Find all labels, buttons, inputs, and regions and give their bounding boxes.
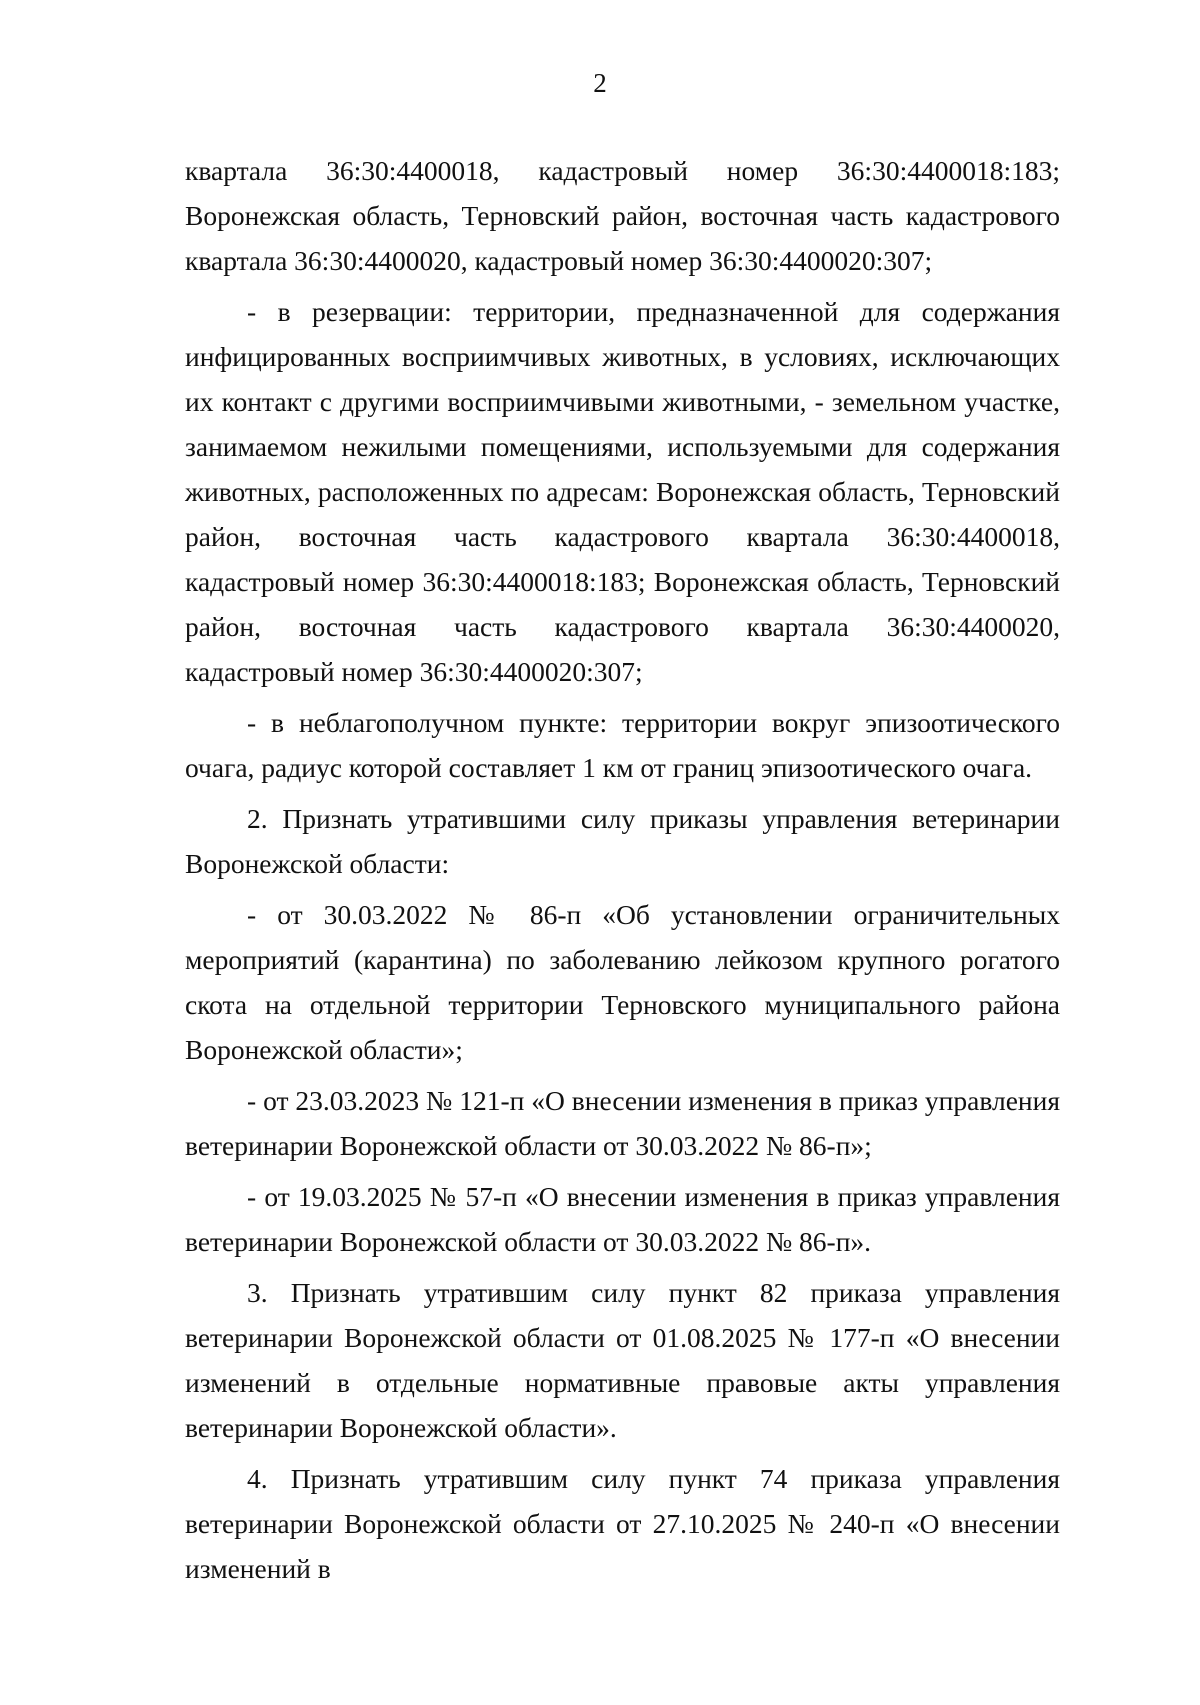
page-number: 2 — [593, 68, 607, 98]
paragraph-item-4: 4. Признать утратившим силу пункт 74 приказа управления ветеринарии Воронежской области от 27.10.2025 № 240-п «О внесении изменений в — [185, 1463, 1060, 1584]
paragraph-order-121: - от 23.03.2023 № 121-п «О внесении изменения в приказ управления ветеринарии Воронежской области от 30.03.2022 № 86-п»; — [185, 1085, 1060, 1161]
paragraph-order-57: - от 19.03.2025 № 57-п «О внесении изменения в приказ управления ветеринарии Воронежской области от 30.03.2022 № 86-п». — [185, 1181, 1060, 1257]
paragraph-reservation: - в резервации: территории, предназначенной для содержания инфицированных восприимчивых животных, в условиях, исключающих их контакт с другими восприимчивыми животными, - земельном участке, занимаемом нежилыми помещениями, используемыми для содержания животных, расположенных по адресам: Воронежская область, Терновский район, восточная часть кадастрового квартала 36:30:4400018, кадастровый номер 36:30:4400018:183; Воронежская область, Терновский район, восточная часть кадастрового квартала 36:30:4400020, кадастровый номер 36:30:4400020:307; — [185, 296, 1060, 687]
paragraph-continuation: квартала 36:30:4400018, кадастровый номер 36:30:4400018:183; Воронежская область, Терновский район, восточная часть кадастрового квартала 36:30:4400020, кадастровый номер 36:30:4400020:307; — [185, 155, 1060, 276]
paragraph-item-3: 3. Признать утратившим силу пункт 82 приказа управления ветеринарии Воронежской области от 01.08.2025 № 177-п «О внесении изменений в отдельные нормативные правовые акты управления ветеринарии Воронежской области». — [185, 1277, 1060, 1443]
paragraph-order-86: - от 30.03.2022 № 86-п «Об установлении ограничительных мероприятий (карантина) по заболеванию лейкозом крупного рогатого скота на отдельной территории Терновского муниципального района Воронежской области»; — [185, 899, 1060, 1065]
document-body — [185, 148, 1060, 1597]
paragraph-unfavorable-point: - в неблагополучном пункте: территории вокруг эпизоотического очага, радиус которой составляет 1 км от границ эпизоотического очага. — [185, 707, 1060, 783]
paragraph-item-2: 2. Признать утратившими силу приказы управления ветеринарии Воронежской области: — [185, 803, 1060, 879]
